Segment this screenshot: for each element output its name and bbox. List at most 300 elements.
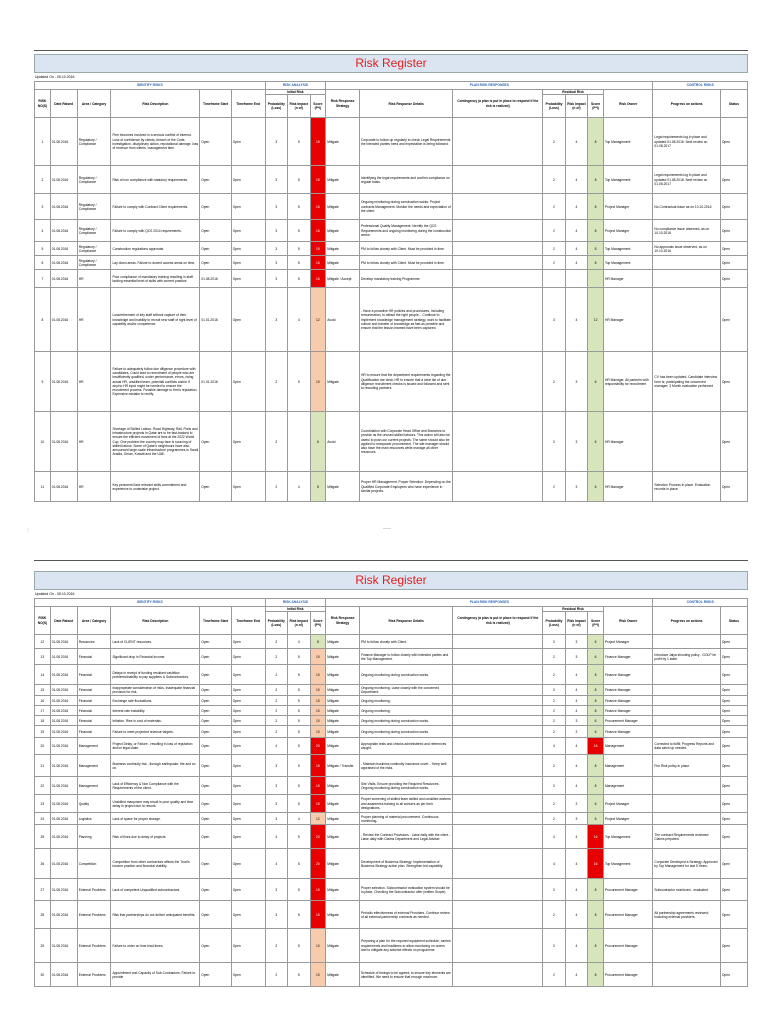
cell-response-details: Site Visits. Ensure providing the Required Resources. Ongoing monitoring during construction works.	[359, 777, 452, 795]
cell-timeframe-end: Open	[231, 901, 265, 929]
cell-contingency	[453, 118, 543, 166]
cell-timeframe-end: Open	[231, 696, 265, 706]
cell-risk-owner: Management	[603, 755, 652, 777]
cell-probability: 2	[265, 635, 287, 649]
cell-date-raised: 01.08.2016	[50, 472, 77, 502]
cell-residual-score: 6	[588, 716, 604, 726]
cell-timeframe-start: Open	[200, 118, 231, 166]
cell-contingency	[453, 777, 543, 795]
cell-score: 15	[310, 777, 326, 795]
cell-response-details: Proper selection. Subcontractor evaluation system should be in place. Checking the Subcontractor offer (written Scope).	[359, 879, 452, 901]
cell-residual-impact: 4	[565, 696, 587, 706]
cell-risk-no: 16	[35, 696, 51, 706]
cell-date-raised: 01.08.2016	[50, 716, 77, 726]
cell-strategy: Avoid	[326, 412, 360, 472]
cell-contingency	[453, 649, 543, 665]
cell-risk-no: 29	[35, 929, 51, 963]
cell-residual-score: 6	[588, 635, 604, 649]
cell-score: 10	[310, 929, 326, 963]
risk-register-page-1	[34, 50, 748, 502]
cell-impact: 5	[288, 194, 310, 220]
col-residual-impact: Risk Impact (n of)	[565, 612, 587, 635]
cell-strategy: Mitigate	[326, 901, 360, 929]
cell-timeframe-start: Open	[200, 963, 231, 987]
cell-residual-probability: 2	[543, 696, 565, 706]
cell-risk-owner: Project Manager	[603, 194, 652, 220]
cell-strategy: Mitigate / Transfer	[326, 755, 360, 777]
cell-date-raised: 01.08.2016	[50, 665, 77, 685]
cell-residual-score: 8	[588, 696, 604, 706]
cell-residual-impact: 4	[565, 963, 587, 987]
cell-area: Management	[77, 755, 111, 777]
cell-impact: 5	[288, 696, 310, 706]
cell-status: Open	[720, 118, 747, 166]
cell-residual-probability: 2	[543, 777, 565, 795]
cell-probability: 3	[265, 901, 287, 929]
cell-residual-score: 8	[588, 166, 604, 194]
cell-residual-probability: 2	[543, 726, 565, 738]
table-row	[35, 412, 748, 472]
cell-probability: 2	[265, 412, 287, 472]
cell-response-details: Corporate to follow up regularly to check Legal Requirements the intended parties need and expectation is being followed.	[359, 118, 452, 166]
cell-residual-score: 6	[588, 412, 604, 472]
cell-contingency	[453, 706, 543, 716]
col-score: Score (P*I)	[310, 612, 326, 635]
cell-impact: 5	[288, 220, 310, 242]
cell-residual-impact: 4	[565, 118, 587, 166]
cell-description: Shortage of Skilled Labour. Road Highway, Rail, Ports and infrastructure projects in Qatar are to be fast-tracked to ensure the efficient movement of fans at the 2022 World Cup. One problem the country may face is sourcing of skilled labour. Some of Qatar's neighbours have also announced large-scale infrastructure programmes in Saudi Arabia, Oman, Kuwait and the UAE.	[111, 412, 200, 472]
cell-probability: 3	[265, 879, 287, 901]
cell-residual-impact	[565, 270, 587, 288]
cell-risk-no: 24	[35, 813, 51, 825]
cell-residual-probability: 2	[543, 706, 565, 716]
cell-residual-impact: 3	[565, 635, 587, 649]
cell-probability: 2	[265, 685, 287, 696]
cell-residual-impact: 3	[565, 716, 587, 726]
cell-progress: Selection Process in place. Evaluation records in place.	[653, 472, 720, 502]
cell-timeframe-start: Open	[200, 777, 231, 795]
cell-risk-owner: Top Management	[603, 118, 652, 166]
cell-date-raised: 01.08.2016	[50, 635, 77, 649]
cell-probability: 3	[265, 256, 287, 270]
cell-risk-no: 23	[35, 795, 51, 813]
section-risk-analysis: RISK ANALYSIS	[265, 599, 326, 607]
cell-description: Risk of non compliance with statutory requirements.	[111, 166, 200, 194]
cell-date-raised: 01.08.2016	[50, 879, 77, 901]
cell-timeframe-start: Open	[200, 412, 231, 472]
cell-strategy: Mitigate	[326, 825, 360, 849]
cell-area: HR	[77, 270, 111, 288]
cell-description: Loss/retirement of key staff without capture of their knowledge and inability to recruit new staff of right level of capability and/or competence.	[111, 288, 200, 352]
cell-residual-probability: 2	[543, 795, 565, 813]
cell-timeframe-end: Open	[231, 849, 265, 879]
cell-risk-no: 20	[35, 738, 51, 755]
cell-residual-probability: 2	[543, 685, 565, 696]
cell-residual-probability: 2	[543, 901, 565, 929]
cell-residual-probability: 2	[543, 635, 565, 649]
cell-date-raised: 01.08.2016	[50, 649, 77, 665]
cell-contingency	[453, 755, 543, 777]
cell-area: Management	[77, 738, 111, 755]
cell-risk-no: 26	[35, 849, 51, 879]
col-residual-impact: Risk Impact (n of)	[565, 95, 587, 118]
cell-progress: Legal requirements log in place and updated 01.08.2016. Next review on 01.08.2017	[653, 166, 720, 194]
cell-contingency	[453, 716, 543, 726]
col-progress: Progress on actions	[653, 90, 720, 118]
cell-description: Risk of fines due to delay of projects.	[111, 825, 200, 849]
cell-area: External Providers	[77, 929, 111, 963]
cell-timeframe-start: Open	[200, 649, 231, 665]
cell-risk-no: 6	[35, 256, 51, 270]
cell-risk-owner: HR Manager. All partners with responsibility for recruitment	[603, 352, 652, 412]
table-row	[35, 472, 748, 502]
cell-residual-score: 8	[588, 665, 604, 685]
col-response-details: Risk Response Details	[359, 607, 452, 635]
cell-progress: All partnership agreements reviewed; including external providers.	[653, 901, 720, 929]
cell-impact: 5	[288, 726, 310, 738]
cell-response-details: Appropriate tests and checks administered and references caught.	[359, 738, 452, 755]
cell-risk-no: 22	[35, 777, 51, 795]
cell-strategy: Mitigate	[326, 795, 360, 813]
cell-risk-owner: Management	[603, 738, 652, 755]
cell-strategy: Mitigate	[326, 166, 360, 194]
cell-status: Open	[720, 472, 747, 502]
cell-risk-no: 10	[35, 412, 51, 472]
cell-response-details: Schedule of timings to be agreed; to ensure key elements are identified. We need to ensure that enough maximum	[359, 963, 452, 987]
cell-risk-owner: HR Manager	[603, 288, 652, 352]
cell-probability: 3	[265, 795, 287, 813]
col-date-raised: Date Raised	[50, 607, 77, 635]
cell-timeframe-end: Open	[231, 256, 265, 270]
cell-risk-owner: Finance Manager	[603, 726, 652, 738]
col-status: Status	[720, 607, 747, 635]
cell-timeframe-end: Open	[231, 118, 265, 166]
cell-strategy: Mitigate	[326, 665, 360, 685]
cell-area: Quality	[77, 795, 111, 813]
cell-response-details: Ongoing monitoring during construction works.	[359, 716, 452, 726]
cell-status: Open	[720, 352, 747, 412]
cell-progress	[653, 963, 720, 987]
cell-progress: Introduce Jaiya shooting policy - GOLP be profit by 1 state.	[653, 649, 720, 665]
cell-timeframe-end: Open	[231, 412, 265, 472]
table-row	[35, 256, 748, 270]
cell-residual-score: 8	[588, 118, 604, 166]
cell-timeframe-end: Open	[231, 685, 265, 696]
cell-contingency	[453, 194, 543, 220]
cell-contingency	[453, 412, 543, 472]
cell-residual-score: 8	[588, 256, 604, 270]
cell-progress	[653, 685, 720, 696]
col-contingency: Contingency (a plan is put in place to respond if the risk is realized)	[453, 607, 543, 635]
cell-date-raised: 01.08.2016	[50, 166, 77, 194]
cell-residual-probability: 2	[543, 256, 565, 270]
cell-status: Open	[720, 166, 747, 194]
col-risk-owner: Risk Owner	[603, 90, 652, 118]
cell-progress	[653, 696, 720, 706]
table-row	[35, 825, 748, 849]
cell-description: Failure to comply with QCS 2014 requirements.	[111, 220, 200, 242]
cell-timeframe-end: Open	[231, 963, 265, 987]
cell-progress: No approvals issue observed, as on 10.10.2016	[653, 242, 720, 256]
cell-risk-owner: Project Manager	[603, 813, 652, 825]
cell-probability: 3	[265, 194, 287, 220]
cell-response-details: - Have a proactive HR policies and procedures, including remuneration, to attract the right people. - Continue to implement knowledge management strategy, work to facilitate culture and transfer of knowledge as fast as possible and ensure that the lesson learned have been captured.	[359, 288, 452, 352]
cell-risk-owner: Finance Manager	[603, 696, 652, 706]
cell-status: Open	[720, 242, 747, 256]
cell-strategy: Mitigate	[326, 716, 360, 726]
cell-probability: 3	[265, 118, 287, 166]
cell-risk-no: 19	[35, 726, 51, 738]
cell-score: 10	[310, 685, 326, 696]
cell-score: 12	[310, 288, 326, 352]
table-row	[35, 649, 748, 665]
cell-status: Open	[720, 412, 747, 472]
cell-timeframe-end: Open	[231, 755, 265, 777]
cell-residual-probability: 2	[543, 118, 565, 166]
section-identify-risks: IDENTIFY RISKS	[35, 82, 266, 90]
section-plan-risk-responses: PLAN RISK RESPONSES	[326, 599, 653, 607]
cell-date-raised: 01.08.2016	[50, 412, 77, 472]
cell-risk-owner: Top Management	[603, 256, 652, 270]
cell-area: HR	[77, 288, 111, 352]
cell-timeframe-start: Open	[200, 194, 231, 220]
cell-response-details: - Review the Contract Provisions - Liase daily with the client. - Liase daily with Claims Department and Legal Adviser.	[359, 825, 452, 849]
table-row	[35, 813, 748, 825]
cell-timeframe-end: Open	[231, 929, 265, 963]
cell-strategy: Mitigate	[326, 696, 360, 706]
risk-rows-page-2	[35, 635, 748, 987]
cell-description: Lay down areas. Failure to docent access areas on time.	[111, 256, 200, 270]
cell-risk-no: 12	[35, 635, 51, 649]
cell-residual-impact: 4	[565, 825, 587, 849]
cell-score: 10	[310, 706, 326, 716]
cell-residual-probability: 3	[543, 288, 565, 352]
cell-risk-no: 13	[35, 649, 51, 665]
cell-residual-probability: 2	[543, 220, 565, 242]
col-strategy: Risk Response Strategy	[326, 90, 360, 118]
cell-description: Risk that partnerships do not deliver anticipated benefits.	[111, 901, 200, 929]
cell-description: Lack of CLIENT resources.	[111, 635, 200, 649]
cell-risk-no: 8	[35, 288, 51, 352]
cell-description: Construction regulations approvals.	[111, 242, 200, 256]
cell-timeframe-end: Open	[231, 813, 265, 825]
cell-impact: 5	[288, 929, 310, 963]
cell-probability: 4	[265, 849, 287, 879]
col-risk-owner: Risk Owner	[603, 607, 652, 635]
cell-score: 8	[310, 635, 326, 649]
cell-residual-score: 8	[588, 929, 604, 963]
cell-residual-impact: 4	[565, 879, 587, 901]
table-row	[35, 194, 748, 220]
cell-timeframe-end: Open	[231, 706, 265, 716]
cell-status: Open	[720, 929, 747, 963]
cell-strategy: Mitigate	[326, 242, 360, 256]
cell-area: Financial	[77, 716, 111, 726]
cell-timeframe-start: Open	[200, 813, 231, 825]
cell-residual-impact: 4	[565, 849, 587, 879]
table-row	[35, 849, 748, 879]
cell-contingency	[453, 726, 543, 738]
cell-response-details: Proper screening of skilled team skilled and unskilled workers and awareness training to all workers as per their designations.	[359, 795, 452, 813]
cell-residual-score: 8	[588, 755, 604, 777]
cell-date-raised: 01.08.2016	[50, 696, 77, 706]
table-row	[35, 242, 748, 256]
cell-residual-impact: 4	[565, 242, 587, 256]
cell-residual-score: 8	[588, 901, 604, 929]
cell-description: Firm becomes involved in a serious conflict of interest. Loss of confidence by clients, breach of the Code, investigation, disciplinary action, reputational damage, loss of revenue from clients, management time.	[111, 118, 200, 166]
cell-strategy: Mitigate / Accept	[326, 270, 360, 288]
cell-response-details: HR to ensure that the department requirements regarding the Qualification are clear. HR to ensure that a clear list of due diligence recruitment checks is issued and followed and sent to recruiting partners.	[359, 352, 452, 412]
cell-date-raised: 01.08.2016	[50, 901, 77, 929]
cell-timeframe-end: Open	[231, 194, 265, 220]
cell-residual-score: 8	[588, 194, 604, 220]
cell-status: Open	[720, 649, 747, 665]
cell-residual-impact: 4	[565, 194, 587, 220]
cell-area: Regulatory / Compliance	[77, 118, 111, 166]
cell-score: 15	[310, 795, 326, 813]
cell-response-details: PM to follow closely with Client. Must be provided in time.	[359, 256, 452, 270]
cell-contingency	[453, 849, 543, 879]
cell-strategy: Mitigate	[326, 813, 360, 825]
cell-impact: 5	[288, 256, 310, 270]
cell-strategy: Mitigate	[326, 220, 360, 242]
cell-score: 20	[310, 825, 326, 849]
residual-risk-header: Residual Risk	[543, 607, 604, 612]
cell-score: 10	[310, 696, 326, 706]
cell-residual-score: 6	[588, 352, 604, 412]
cell-risk-no: 14	[35, 665, 51, 685]
cell-score: 15	[310, 256, 326, 270]
cell-progress	[653, 813, 720, 825]
cell-area: Regulatory / Compliance	[77, 220, 111, 242]
cell-residual-probability: 2	[543, 665, 565, 685]
cell-timeframe-start: Open	[200, 755, 231, 777]
cell-residual-score: 12	[588, 288, 604, 352]
cell-timeframe-start: Open	[200, 901, 231, 929]
cell-status: Open	[720, 696, 747, 706]
cell-strategy: Mitigate	[326, 879, 360, 901]
residual-risk-header: Residual Risk	[543, 90, 604, 95]
cell-risk-owner: Procurement Manager	[603, 716, 652, 726]
cell-residual-probability: 2	[543, 755, 565, 777]
cell-timeframe-start: Open	[200, 726, 231, 738]
cell-risk-owner: Project Manager	[603, 635, 652, 649]
cell-response-details: Finance Manager to follow closely with intended parties and the Top Management.	[359, 649, 452, 665]
cell-residual-probability: 2	[543, 716, 565, 726]
cell-timeframe-end: Open	[231, 472, 265, 502]
cell-date-raised: 01.08.2016	[50, 795, 77, 813]
cell-probability: 2	[265, 665, 287, 685]
cell-date-raised: 01.08.2016	[50, 755, 77, 777]
cell-response-details: PM to follow closely with Client. Must be provided in time.	[359, 242, 452, 256]
cell-date-raised: 01.08.2016	[50, 825, 77, 849]
cell-score: 15	[310, 755, 326, 777]
cell-contingency	[453, 963, 543, 987]
cell-risk-no: 3	[35, 194, 51, 220]
cell-risk-no: 9	[35, 352, 51, 412]
cell-probability: 2	[265, 929, 287, 963]
cell-residual-probability: 4	[543, 738, 565, 755]
cell-score: 10	[310, 963, 326, 987]
cell-impact: 5	[288, 685, 310, 696]
col-probability: Probability (Loss)	[265, 612, 287, 635]
cell-timeframe-end: Open	[231, 635, 265, 649]
cell-timeframe-start: Open	[200, 879, 231, 901]
cell-progress	[653, 635, 720, 649]
cell-response-details: PM to follow closely with Client.	[359, 635, 452, 649]
cell-response-details: Proper planning of material procurement. Continuous monitoring.	[359, 813, 452, 825]
cell-response-details: Ongoing monitoring.	[359, 706, 452, 716]
cell-residual-impact: 4	[565, 755, 587, 777]
cell-residual-impact: 4	[565, 929, 587, 963]
cell-score: 12	[310, 813, 326, 825]
cell-residual-impact: 4	[565, 288, 587, 352]
cell-area: Financial	[77, 706, 111, 716]
cell-probability: 3	[265, 813, 287, 825]
cell-timeframe-start: Open	[200, 166, 231, 194]
cell-status: Open	[720, 194, 747, 220]
updated-on: Updated On - 05.10.2016	[35, 75, 75, 79]
cell-risk-owner: HR Manager	[603, 270, 652, 288]
col-strategy: Risk Response Strategy	[326, 607, 360, 635]
cell-residual-score: 8	[588, 685, 604, 696]
cell-residual-score: 8	[588, 706, 604, 716]
cell-date-raised: 01.08.2016	[50, 706, 77, 716]
cell-contingency	[453, 879, 543, 901]
col-progress: Progress on actions	[653, 607, 720, 635]
cell-status: Open	[720, 755, 747, 777]
cell-date-raised: 01.08.2016	[50, 738, 77, 755]
cell-timeframe-end: Open	[231, 242, 265, 256]
cell-area: Competition	[77, 849, 111, 879]
cell-contingency	[453, 472, 543, 502]
cell-response-details: Preparing a plan for the required equipment schedule; carries requirements and leadtimes to allow monitoring on orders and to mitigate any adverse effects on programme.	[359, 929, 452, 963]
cell-probability: 4	[265, 738, 287, 755]
cell-score: 15	[310, 270, 326, 288]
initial-risk-header: Initial Risk	[265, 90, 326, 95]
cell-progress: Corrected to fulfill; Progress Reports and data catch up needed.	[653, 738, 720, 755]
cell-description: Appointment and Capacity of Sub-Contractors. Failure to provide	[111, 963, 200, 987]
cell-area: Financial	[77, 726, 111, 738]
cell-strategy: Mitigate	[326, 738, 360, 755]
cell-strategy: Mitigate	[326, 685, 360, 696]
cell-progress	[653, 288, 720, 352]
cell-probability: 2	[265, 352, 287, 412]
cell-residual-probability: 2	[543, 242, 565, 256]
cell-residual-score: 16	[588, 738, 604, 755]
section-plan-risk-responses: PLAN RISK RESPONSES	[326, 82, 653, 90]
cell-response-details: - Maintain business continuity insurance cover. - Keep well appraised of the risks.	[359, 755, 452, 777]
cell-residual-probability: 2	[543, 813, 565, 825]
cell-progress	[653, 256, 720, 270]
table-row	[35, 755, 748, 777]
cell-area: Financial	[77, 685, 111, 696]
cell-progress: Fire Risk policy in place.	[653, 755, 720, 777]
cell-area: Logistics	[77, 813, 111, 825]
cell-timeframe-start: Open	[200, 696, 231, 706]
cell-risk-no: 1	[35, 118, 51, 166]
cell-contingency	[453, 813, 543, 825]
cell-area: Financial	[77, 665, 111, 685]
cell-probability: 3	[265, 220, 287, 242]
col-probability: Probability (Loss)	[265, 95, 287, 118]
table-row	[35, 738, 748, 755]
cell-score: 15	[310, 118, 326, 166]
risk-table-page-2	[34, 598, 748, 987]
cell-probability: 3	[265, 242, 287, 256]
col-date-raised: Date Raised	[50, 90, 77, 118]
cell-residual-score: 16	[588, 825, 604, 849]
